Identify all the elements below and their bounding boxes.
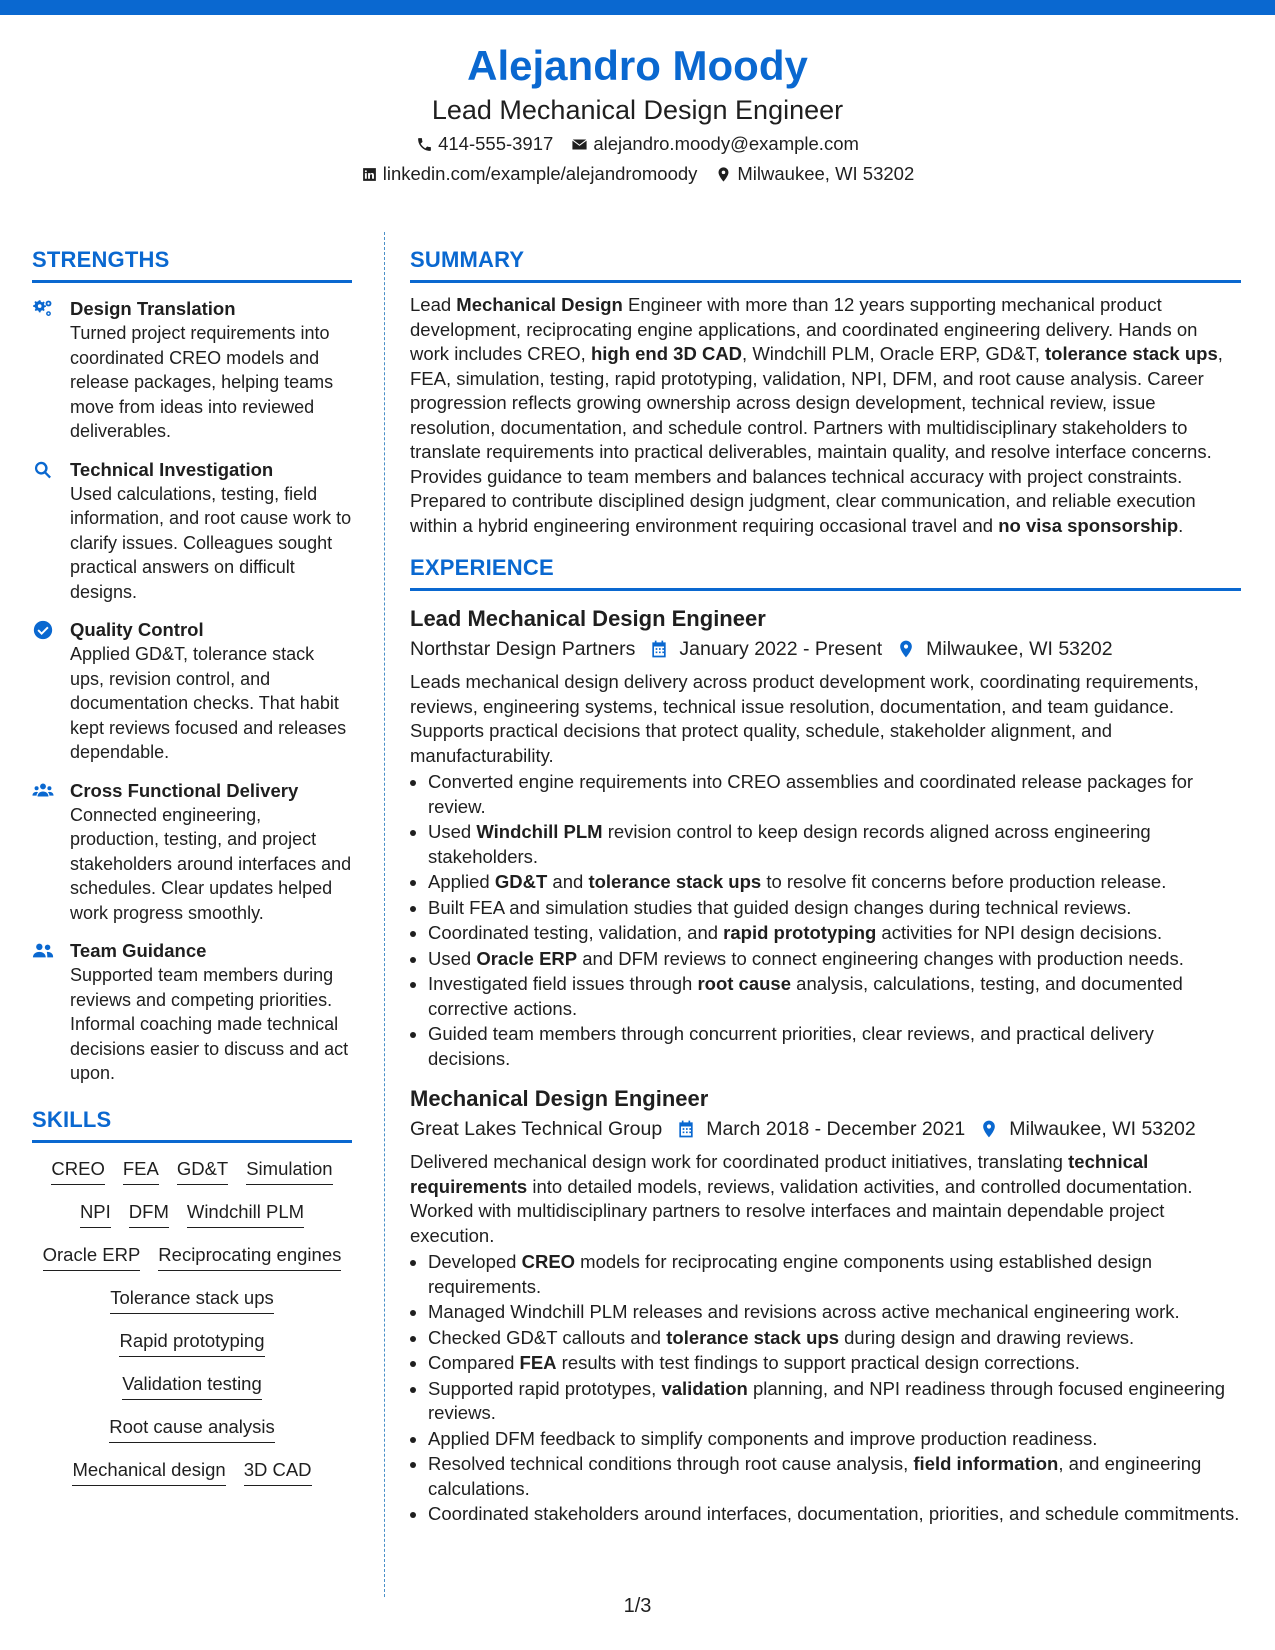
skill-tag: DFM xyxy=(129,1200,169,1228)
experience-heading: EXPERIENCE xyxy=(410,555,554,580)
skill-row xyxy=(32,1200,352,1228)
text-run: . xyxy=(1178,514,1184,536)
bold-keyword: Windchill PLM xyxy=(476,821,603,842)
text-run: Supported rapid prototypes, xyxy=(428,1377,662,1399)
experience-list xyxy=(410,605,1241,1527)
skill-tag: FEA xyxy=(123,1157,159,1185)
skill-tag: Validation testing xyxy=(122,1372,262,1400)
text-run: Converted engine requirements into CREO assemblies and coordinated release packages for review. xyxy=(428,771,1194,817)
text-run: revision control to keep design records aligned across engineering stakeholders. xyxy=(428,821,1151,867)
bullet-item xyxy=(428,820,1241,869)
job-bullets xyxy=(410,770,1241,1071)
bullet-item xyxy=(428,1502,1241,1527)
strength-item xyxy=(32,458,352,605)
text-run: Used xyxy=(428,821,477,842)
text-run: and DFM reviews to connect engineering changes with production needs. xyxy=(577,947,1184,969)
location-text: Milwaukee, WI 53202 xyxy=(737,163,915,184)
bold-keyword: tolerance stack ups xyxy=(1044,343,1218,364)
bold-keyword: Oracle ERP xyxy=(476,947,578,969)
strength-item xyxy=(32,779,352,926)
text-run: , and engineering calculations. xyxy=(428,1453,1202,1499)
text-run: , FEA, simulation, testing, rapid prototyping, validation, NPI, DFM, and root cause analysis. Career progression reflects growing ownership across design development, technical review, issue resolution, documentation, and schedule control. Partners with multidisciplinary stakeholders to translate requirements into practical deliverables, maintain quality, and resolve interface concerns. Provides guidance to team members and balances technical accuracy with project constraints. Prepared to contribute disciplined design judgment, clear communication, and reliable execution within a hybrid engineering environment requiring occasional travel and xyxy=(410,343,1223,536)
text-run: Resolved technical conditions through root cause analysis, xyxy=(428,1453,914,1474)
gears-icon xyxy=(32,298,54,320)
job-dates: January 2022 - Present xyxy=(679,638,883,660)
bullet-item xyxy=(428,972,1241,1021)
bullet-item xyxy=(428,1250,1241,1299)
summary-rule xyxy=(410,280,1241,283)
text-run: results with test findings to support practical design corrections. xyxy=(556,1352,1080,1373)
text-run: , Windchill PLM, Oracle ERP, GD&T, xyxy=(742,343,1045,364)
job-bullets xyxy=(410,1250,1241,1527)
strength-item xyxy=(32,939,352,1086)
calendar-icon xyxy=(649,639,669,659)
skills-heading: SKILLS xyxy=(32,1106,112,1132)
skill-row xyxy=(32,1157,352,1185)
skill-row xyxy=(32,1329,352,1357)
text-run: Compared xyxy=(428,1352,520,1373)
summary-heading: SUMMARY xyxy=(410,247,525,272)
bullet-item xyxy=(428,921,1241,946)
bullet-item xyxy=(428,1300,1241,1325)
text-run: during design and drawing reviews. xyxy=(838,1326,1135,1348)
linkedin-text: linkedin.com/example/alejandromoody xyxy=(382,163,698,184)
strength-desc: Turned project requirements into coordinated CREO models and release packages, helping teams move from ideas into reviewed deliverables. xyxy=(70,323,334,441)
strengths-rule xyxy=(32,280,352,283)
strength-item xyxy=(32,297,352,444)
bullet-item xyxy=(428,1427,1241,1452)
skill-row xyxy=(32,1243,352,1271)
text-run: analysis, calculations, testing, and documented corrective actions. xyxy=(428,973,1183,1019)
map-pin-icon xyxy=(896,639,916,659)
skill-tag: NPI xyxy=(80,1200,111,1228)
bold-keyword: technical requirements xyxy=(410,1151,1149,1197)
text-run: Managed Windchill PLM releases and revisions across active mechanical engineering work. xyxy=(428,1301,1180,1322)
text-run: Applied DFM feedback to simplify components and improve production readiness. xyxy=(428,1427,1098,1449)
bold-keyword: Mechanical Design xyxy=(456,294,623,315)
bullet-item xyxy=(428,1452,1241,1501)
bullet-item xyxy=(428,896,1241,921)
phone-icon xyxy=(416,136,433,153)
bullet-item xyxy=(428,1351,1241,1376)
text-run: Coordinated stakeholders around interfaces, documentation, priorities, and schedule commitments. xyxy=(428,1503,1240,1524)
bullet-item xyxy=(428,770,1241,819)
skill-row xyxy=(32,1286,352,1314)
strength-title: Cross Functional Delivery xyxy=(70,779,299,801)
text-run: Applied xyxy=(428,871,495,892)
bold-keyword: no visa sponsorship xyxy=(998,514,1179,536)
bold-keyword: FEA xyxy=(519,1352,557,1373)
job-meta xyxy=(410,636,1241,662)
text-run: Coordinated testing, validation, and xyxy=(428,922,724,943)
strength-title: Quality Control xyxy=(70,619,204,640)
bold-keyword: field information xyxy=(913,1453,1059,1474)
bullet-item xyxy=(428,870,1241,895)
candidate-name: Alejandro Moody xyxy=(467,42,808,89)
resume-header xyxy=(0,40,1275,186)
job-location: Milwaukee, WI 53202 xyxy=(926,638,1113,660)
strength-desc: Supported team members during reviews and competing priorities. Informal coaching made technical decisions easier to discuss and act upon. xyxy=(70,965,349,1083)
skill-tag: GD&T xyxy=(177,1157,228,1185)
job-location: Milwaukee, WI 53202 xyxy=(1009,1118,1196,1140)
skill-tag: Oracle ERP xyxy=(43,1243,141,1271)
phone-text: 414-555-3917 xyxy=(438,133,554,154)
skill-tag: Root cause analysis xyxy=(109,1415,275,1443)
contact-row-2 xyxy=(0,162,1275,186)
job-meta xyxy=(410,1116,1241,1142)
email-text: alejandro.moody@example.com xyxy=(593,133,859,154)
job-company: Northstar Design Partners xyxy=(410,638,636,660)
bold-keyword: rapid prototyping xyxy=(723,922,877,943)
strength-item xyxy=(32,618,352,765)
skill-tag: Reciprocating engines xyxy=(158,1243,341,1271)
check-circle-icon xyxy=(32,619,54,641)
experience-rule xyxy=(410,588,1241,591)
strength-title: Design Translation xyxy=(70,298,236,319)
strength-desc: Connected engineering, production, testing, and project stakeholders around interfaces and schedules. Clear updates helped work progress smoothly. xyxy=(70,804,352,923)
summary-text xyxy=(410,293,1241,538)
text-run: Leads mechanical design delivery across product development work, coordinating requirements, reviews, engineering systems, technical issue resolution, documentation, and team guidance. Supports practical decisions that protect quality, schedule, stakeholder alignment, and manufacturability. xyxy=(410,671,1199,766)
bold-keyword: high end 3D CAD xyxy=(590,343,743,364)
skill-tag: Tolerance stack ups xyxy=(110,1286,274,1314)
contact-linkedin[interactable] xyxy=(361,162,698,186)
bullet-item xyxy=(428,1377,1241,1426)
skill-row xyxy=(32,1458,352,1486)
text-run: Engineer with more than 12 years supporting mechanical product development, reciprocating engine applications, and coordinated engineering delivery. Hands on work includes CREO, xyxy=(410,294,1198,364)
text-run: Checked GD&T callouts and xyxy=(428,1326,667,1348)
calendar-icon xyxy=(676,1119,696,1139)
strengths-heading: STRENGTHS xyxy=(32,247,170,272)
strength-title: Team Guidance xyxy=(70,940,207,961)
contact-phone[interactable] xyxy=(416,132,553,156)
bold-keyword: tolerance stack ups xyxy=(588,871,762,892)
contact-location xyxy=(715,162,914,186)
job-description xyxy=(410,670,1241,768)
contact-email[interactable] xyxy=(571,132,859,156)
search-icon xyxy=(32,459,54,481)
job-description xyxy=(410,1150,1241,1248)
text-run: Built FEA and simulation studies that guided design changes during technical reviews. xyxy=(428,896,1132,918)
bold-keyword: GD&T xyxy=(494,871,548,892)
page-number: 1/3 xyxy=(623,1595,652,1617)
candidate-title: Lead Mechanical Design Engineer xyxy=(431,95,844,125)
skill-tag: Mechanical design xyxy=(72,1458,225,1486)
text-run: Guided team members through concurrent priorities, clear reviews, and practical delivery decisions. xyxy=(428,1023,1154,1069)
skill-tag: 3D CAD xyxy=(244,1458,312,1486)
linkedin-icon xyxy=(361,166,378,183)
strength-desc: Used calculations, testing, field information, and root cause work to clarify issues. Colleagues sought practical answers on difficult designs. xyxy=(70,483,352,602)
skill-tag: Simulation xyxy=(246,1157,332,1185)
strength-desc: Applied GD&T, tolerance stack ups, revision control, and documentation checks. That habit kept reviews focused and releases dependable. xyxy=(70,644,347,762)
users-icon xyxy=(32,780,54,802)
job-dates: March 2018 - December 2021 xyxy=(706,1118,966,1140)
bold-keyword: tolerance stack ups xyxy=(666,1326,839,1348)
job-company: Great Lakes Technical Group xyxy=(410,1118,663,1140)
bold-keyword: CREO xyxy=(521,1251,576,1272)
text-run: into detailed models, reviews, validation activities, and controlled documentation. Worked with multidisciplinary partners to resolve interfaces and maintain dependable project execution. xyxy=(410,1175,1193,1246)
text-run: to resolve fit concerns before production release. xyxy=(761,871,1167,892)
user-group-icon xyxy=(32,940,54,962)
envelope-icon xyxy=(571,136,588,153)
bold-keyword: root cause xyxy=(697,973,792,994)
map-pin-icon xyxy=(715,166,732,183)
skill-row xyxy=(32,1372,352,1400)
text-run: Used xyxy=(428,947,477,969)
top-accent-bar xyxy=(0,0,1275,15)
job-title: Mechanical Design Engineer xyxy=(410,1086,709,1111)
job-title: Lead Mechanical Design Engineer xyxy=(410,606,766,631)
bullet-item xyxy=(428,1022,1241,1071)
left-column xyxy=(32,246,352,1501)
skill-row xyxy=(32,1415,352,1443)
text-run: Lead xyxy=(410,294,457,315)
job-entry xyxy=(410,1085,1241,1527)
job-entry xyxy=(410,605,1241,1071)
text-run: and xyxy=(547,871,589,892)
text-run: models for reciprocating engine components using established design requirements. xyxy=(428,1251,1152,1297)
column-divider xyxy=(384,232,385,1597)
skills-rule xyxy=(32,1140,352,1143)
text-run: planning, and NPI readiness through focused engineering reviews. xyxy=(428,1377,1226,1423)
bullet-item xyxy=(428,1326,1241,1351)
text-run: activities for NPI design decisions. xyxy=(876,922,1163,943)
text-run: Investigated field issues through xyxy=(428,973,698,994)
skill-tag: CREO xyxy=(51,1157,104,1185)
strength-title: Technical Investigation xyxy=(70,458,274,480)
bullet-item xyxy=(428,947,1241,972)
skills-list xyxy=(32,1157,352,1486)
bold-keyword: validation xyxy=(661,1377,748,1399)
text-run: Delivered mechanical design work for coordinated product initiatives, translating xyxy=(410,1151,1069,1172)
right-column xyxy=(410,246,1241,1528)
skill-tag: Rapid prototyping xyxy=(119,1329,264,1357)
contact-row-1 xyxy=(0,132,1275,156)
map-pin-icon xyxy=(979,1119,999,1139)
text-run: Developed xyxy=(428,1251,522,1272)
skill-tag: Windchill PLM xyxy=(187,1200,304,1228)
